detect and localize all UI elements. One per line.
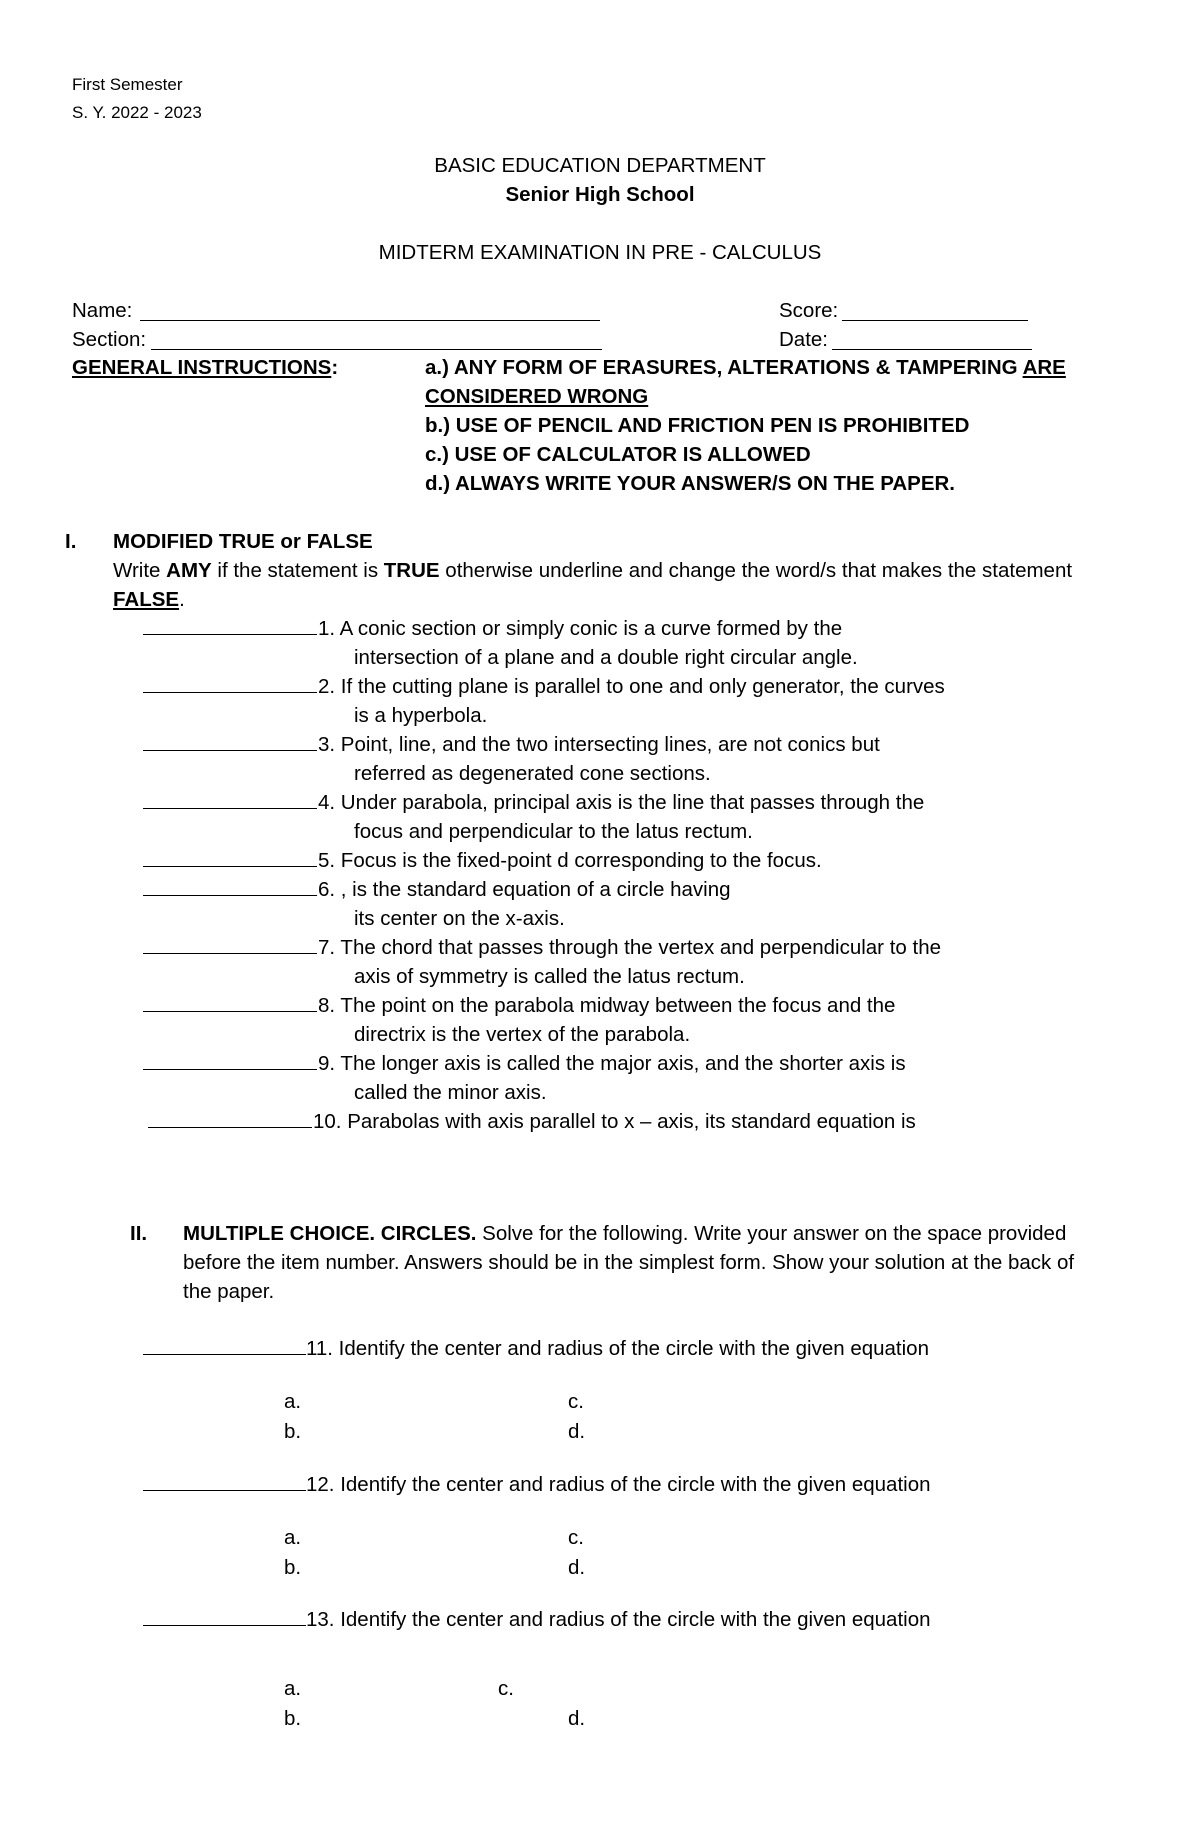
answer-blank[interactable] [143,634,317,635]
tf-item-8-line1: 8. The point on the parabola midway between the focus and the [318,994,896,1017]
date-blank[interactable] [832,349,1032,350]
mc-item-13-choice-b: b. [284,1707,302,1730]
tf-item-6-line2: its center on the x-axis. [354,907,565,930]
part2-instr-text1: Solve for the following. Write your answer on the space provided [476,1222,1067,1245]
instruction-a-text: a.) ANY FORM OF ERASURES, ALTERATIONS & TAMPERING [425,356,1023,379]
answer-blank[interactable] [148,1127,312,1128]
part2-title: MULTIPLE CHOICE. CIRCLES. [183,1222,477,1245]
instruction-d: d.) ALWAYS WRITE YOUR ANSWER/S ON THE PAPER. [425,472,956,495]
mc-item-11-choice-a: a. [284,1390,302,1413]
answer-blank[interactable] [143,1490,306,1491]
section-label: Section: [72,328,147,351]
tf-item-3-line2: referred as degenerated cone sections. [354,762,711,785]
name-blank[interactable] [140,320,600,321]
instruction-a-underlined: ARE [1022,356,1066,379]
mc-item-11-choice-b: b. [284,1420,302,1443]
general-instructions-label: GENERAL INSTRUCTIONS [72,356,332,379]
tf-item-7-line1: 7. The chord that passes through the vertex and perpendicular to the [318,936,941,959]
mc-item-12-choice-a: a. [284,1526,302,1549]
tf-item-1-line1: 1. A conic section or simply conic is a curve formed by the [318,617,843,640]
answer-blank[interactable] [143,866,317,867]
answer-blank[interactable] [143,953,317,954]
part1-instr-amy: AMY [166,559,212,582]
name-label: Name: [72,299,133,322]
part2-instructions-line3: the paper. [183,1280,275,1303]
exam-title: MIDTERM EXAMINATION IN PRE - CALCULUS [378,241,822,264]
mc-item-13-choice-c: c. [498,1677,514,1700]
answer-blank[interactable] [143,1011,317,1012]
instruction-a-line2: CONSIDERED WRONG [425,385,649,408]
part2-numeral: II. [130,1222,148,1245]
score-blank[interactable] [842,320,1028,321]
mc-item-13-question: 13. Identify the center and radius of the circle with the given equation [306,1608,931,1631]
tf-item-1-line2: intersection of a plane and a double right circular angle. [354,646,858,669]
answer-blank[interactable] [143,1069,317,1070]
mc-item-11-choice-d: d. [568,1420,586,1443]
name-field [72,301,132,322]
instruction-a [425,358,1066,379]
general-instructions-heading [72,358,338,379]
tf-item-4-line2: focus and perpendicular to the latus rectum. [354,820,753,843]
part1-instr-true: TRUE [383,559,440,582]
part1-instructions [113,561,1072,582]
part1-instr-false: FALSE [113,588,180,611]
tf-item-5-line1: 5. Focus is the fixed-point d corresponding to the focus. [318,849,822,872]
part1-instr-period: . [179,588,185,611]
part1-instr-text3: otherwise underline and change the word/s that makes the statement [439,559,1073,582]
instruction-c: c.) USE OF CALCULATOR IS ALLOWED [425,443,811,466]
school-title: Senior High School [505,183,695,206]
answer-blank[interactable] [143,750,317,751]
date-label: Date: [779,328,828,351]
part1-instr-text1: Write [113,559,167,582]
tf-item-9-line2: called the minor axis. [354,1081,547,1104]
answer-blank[interactable] [143,1354,306,1355]
tf-item-3-line1: 3. Point, line, and the two intersecting lines, are not conics but [318,733,880,756]
part2-instructions-line2: before the item number. Answers should be in the simplest form. Show your solution at the back of [183,1251,1075,1274]
section-blank[interactable] [151,349,602,350]
tf-item-2-line2: is a hyperbola. [354,704,488,727]
tf-item-8-line2: directrix is the vertex of the parabola. [354,1023,691,1046]
part1-title: MODIFIED TRUE or FALSE [113,530,373,553]
mc-item-12-choice-d: d. [568,1556,586,1579]
mc-item-12-choice-c: c. [568,1526,584,1549]
part1-instructions-line2 [113,590,185,611]
score-label: Score: [779,299,839,322]
mc-item-12-choice-b: b. [284,1556,302,1579]
tf-item-7-line2: axis of symmetry is called the latus rectum. [354,965,745,988]
tf-item-9-line1: 9. The longer axis is called the major axis, and the shorter axis is [318,1052,906,1075]
tf-item-10-line1: 10. Parabolas with axis parallel to x – axis, its standard equation is [313,1110,916,1133]
department-title: BASIC EDUCATION DEPARTMENT [434,154,766,177]
tf-item-6-line1: 6. , is the standard equation of a circle having [318,878,731,901]
answer-blank[interactable] [143,1625,306,1626]
part1-instr-text2: if the statement is [211,559,384,582]
mc-item-13-choice-a: a. [284,1677,302,1700]
answer-blank[interactable] [143,808,317,809]
mc-item-13-choice-d: d. [568,1707,586,1730]
school-year-label: S. Y. 2022 - 2023 [72,103,202,122]
tf-item-2-line1: 2. If the cutting plane is parallel to one and only generator, the curves [318,675,945,698]
tf-item-4-line1: 4. Under parabola, principal axis is the line that passes through the [318,791,925,814]
answer-blank[interactable] [143,692,317,693]
answer-blank[interactable] [143,895,317,896]
mc-item-11-question: 11. Identify the center and radius of the circle with the given equation [306,1337,929,1360]
general-instructions-colon: : [331,356,339,379]
part2-instructions-line1 [183,1224,1066,1245]
part1-numeral: I. [65,530,77,553]
instruction-b: b.) USE OF PENCIL AND FRICTION PEN IS PROHIBITED [425,414,970,437]
mc-item-11-choice-c: c. [568,1390,584,1413]
mc-item-12-question: 12. Identify the center and radius of the circle with the given equation [306,1473,931,1496]
semester-label: First Semester [72,75,183,94]
